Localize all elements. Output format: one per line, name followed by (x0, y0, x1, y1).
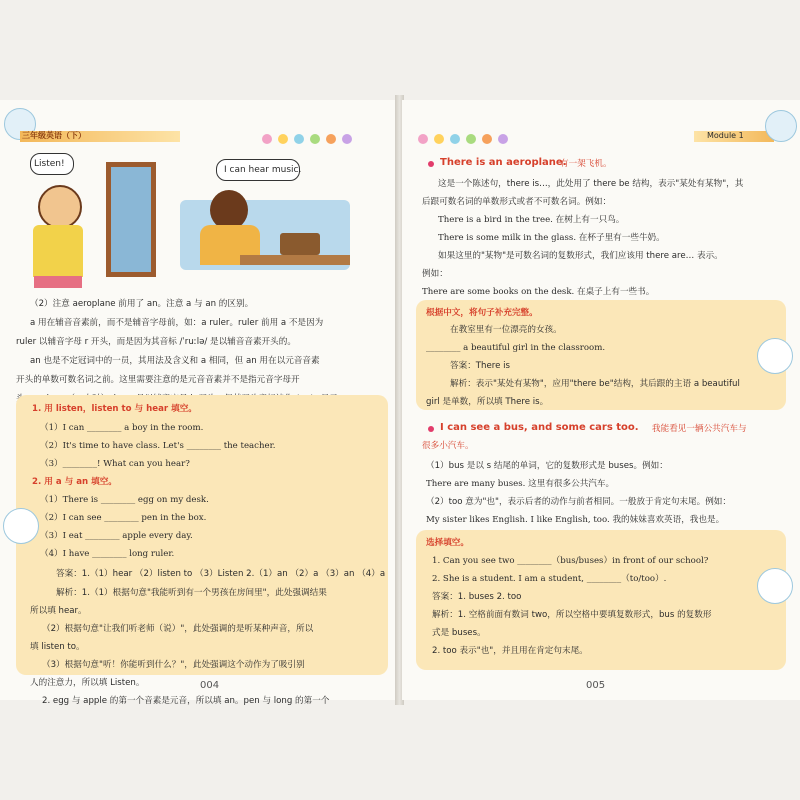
section-1-translation: 有一架飞机。 (560, 159, 612, 169)
explanation-line: ruler 以辅音字母 r 开头，而是因为其音标 /ˈruːlə/ 是以辅音音素开头的。 (16, 337, 296, 347)
bullet-icon (428, 161, 434, 167)
answer-line: 答案：1.（1）hear （2）listen to （3）Listen 2.（1）an （2）a （3）an （4）a (56, 569, 386, 579)
practice-1-line: 答案：There is (450, 361, 510, 371)
practice-2-line: 式是 buses。 (432, 628, 486, 638)
section-1-line: There are some books on the desk. 在桌子上有一些书。 (422, 287, 655, 297)
right-header-title: Module 1 (707, 131, 744, 140)
header-bubbles (262, 129, 358, 148)
section-2-title: I can see a bus, and some cars too. (440, 422, 639, 433)
explanation-line: （2）注意 aeroplane 前用了 an。注意 a 与 an 的区别。 (30, 299, 254, 309)
header-bubbles (418, 129, 514, 148)
mascot-badge-icon (3, 508, 39, 544)
mascot-badge-icon (757, 338, 793, 374)
analysis-line: （3）根据句意"听！你能听到什么？"，此处强调这个动作为了吸引别 (42, 660, 305, 670)
analysis-line: （2）根据句意"让我们听老师（说）"，此处强调的是听某种声音，所以 (42, 624, 314, 634)
practice-2-line: 解析：1. 空格前面有数词 two，所以空格中要填复数形式，bus 的复数形 (432, 610, 712, 620)
exercise-2-title: 2. 用 a 与 an 填空。 (32, 477, 117, 487)
bubble-listen: Listen! (34, 159, 65, 169)
practice-2-line: 2. too 表示"也"，并且用在肯定句末尾。 (432, 646, 588, 656)
practice-1-line: 解析：表示"某处有某物"，应用"there be"结构，其后跟的主语 a beautiful (450, 379, 740, 389)
practice-1-line: ________ a beautiful girl in the classroom. (426, 343, 606, 353)
section-2-line: （2）too 意为"也"，表示后者的动作与前者相同。一般放于肯定句末尾。例如： (426, 497, 731, 507)
exercise-line: （3）I eat ________ apple every day. (40, 531, 193, 541)
section-1-line: 这是一个陈述句，there is…，此处用了 there be 结构，表示"某处有某物"，其 (438, 179, 744, 189)
mascot-icon (765, 110, 797, 142)
analysis-line: 所以填 hear。 (30, 606, 87, 616)
section-1-line: 如果这里的"某物"是可数名词的复数形式，我们应该用 there are… 表示。 (438, 251, 723, 261)
practice-1-line: 在教室里有一位漂亮的女孩。 (450, 325, 562, 335)
section-1-line: 后跟可数名词的单数形式或者不可数名词。例如： (422, 197, 612, 207)
explanation-line: an 也是不定冠词中的一员，其用法及含义和 a 相同，但 an 用在以元音音素 (30, 356, 320, 366)
explanation-line: a 用在辅音音素前，而不是辅音字母前，如：a ruler。ruler 前用 a 不是因为 (30, 318, 324, 328)
section-2-line: My sister likes English. I like English, too. 我的妹妹喜欢英语，我也是。 (426, 515, 725, 525)
section-1-line: There is some milk in the glass. 在杯子里有一些牛奶。 (438, 233, 665, 243)
mascot-badge-icon (757, 568, 793, 604)
section-1-line: There is a bird in the tree. 在树上有一只鸟。 (438, 215, 625, 225)
girl-music-illustration (180, 155, 370, 280)
bullet-icon (428, 426, 434, 432)
practice-2-line: 1. Can you see two ________（bus/buses）in front of our school? (432, 556, 709, 566)
practice-2-line: 2. She is a student. I am a student, ________（to/too）. (432, 574, 667, 584)
exercise-line: （3）________! What can you hear? (40, 459, 190, 469)
explanation-line: 开头的单数可数名词之前。这里需要注意的是元音音素并不是指元音字母开 (16, 375, 300, 385)
practice-2-line: 答案：1. buses 2. too (432, 592, 522, 602)
exercise-line: （2）I can see ________ pen in the box. (40, 513, 207, 523)
practice-1-title: 根据中文，将句子补充完整。 (426, 308, 538, 318)
analysis-line: 人的注意力，所以填 Listen。 (30, 678, 145, 688)
bubble-music: I can hear music. (224, 165, 302, 175)
exercise-line: （1）I can ________ a boy in the room. (40, 423, 204, 433)
analysis-line: 解析：1.（1）根据句意"我能听到有一个男孩在房间里"，此处强调结果 (56, 588, 327, 598)
analysis-line: 2. egg 与 apple 的第一个音素是元音，所以填 an。pen 与 long 的第一个 (42, 696, 330, 706)
left-header-title: 三年级英语（下） (22, 131, 86, 140)
practice-1-line: girl 是单数，所以填 There is。 (426, 397, 549, 407)
left-page (0, 100, 397, 706)
exercise-line: （4）I have ________ long ruler. (40, 549, 175, 559)
section-2-line: There are many buses. 这里有很多公共汽车。 (426, 479, 615, 489)
section-2-line: （1）bus 是以 s 结尾的单词，它的复数形式是 buses。例如： (426, 461, 668, 471)
practice-2-title: 选择填空。 (426, 538, 469, 548)
right-page (402, 100, 800, 700)
section-2-translation: 很多小汽车。 (422, 441, 474, 451)
boy-listening-illustration (18, 150, 158, 290)
page-number: 004 (200, 680, 220, 691)
exercise-1-title: 1. 用 listen，listen to 与 hear 填空。 (32, 404, 197, 414)
section-2-translation: 我能看见一辆公共汽车与 (652, 424, 747, 434)
exercise-line: （1）There is ________ egg on my desk. (40, 495, 209, 505)
section-1-line: 例如： (422, 269, 448, 279)
exercise-line: （2）It's time to have class. Let's ________ the teacher. (40, 441, 276, 451)
section-1-title: There is an aeroplane. (440, 157, 567, 168)
analysis-line: 填 listen to。 (30, 642, 85, 652)
page-number: 005 (586, 680, 606, 691)
